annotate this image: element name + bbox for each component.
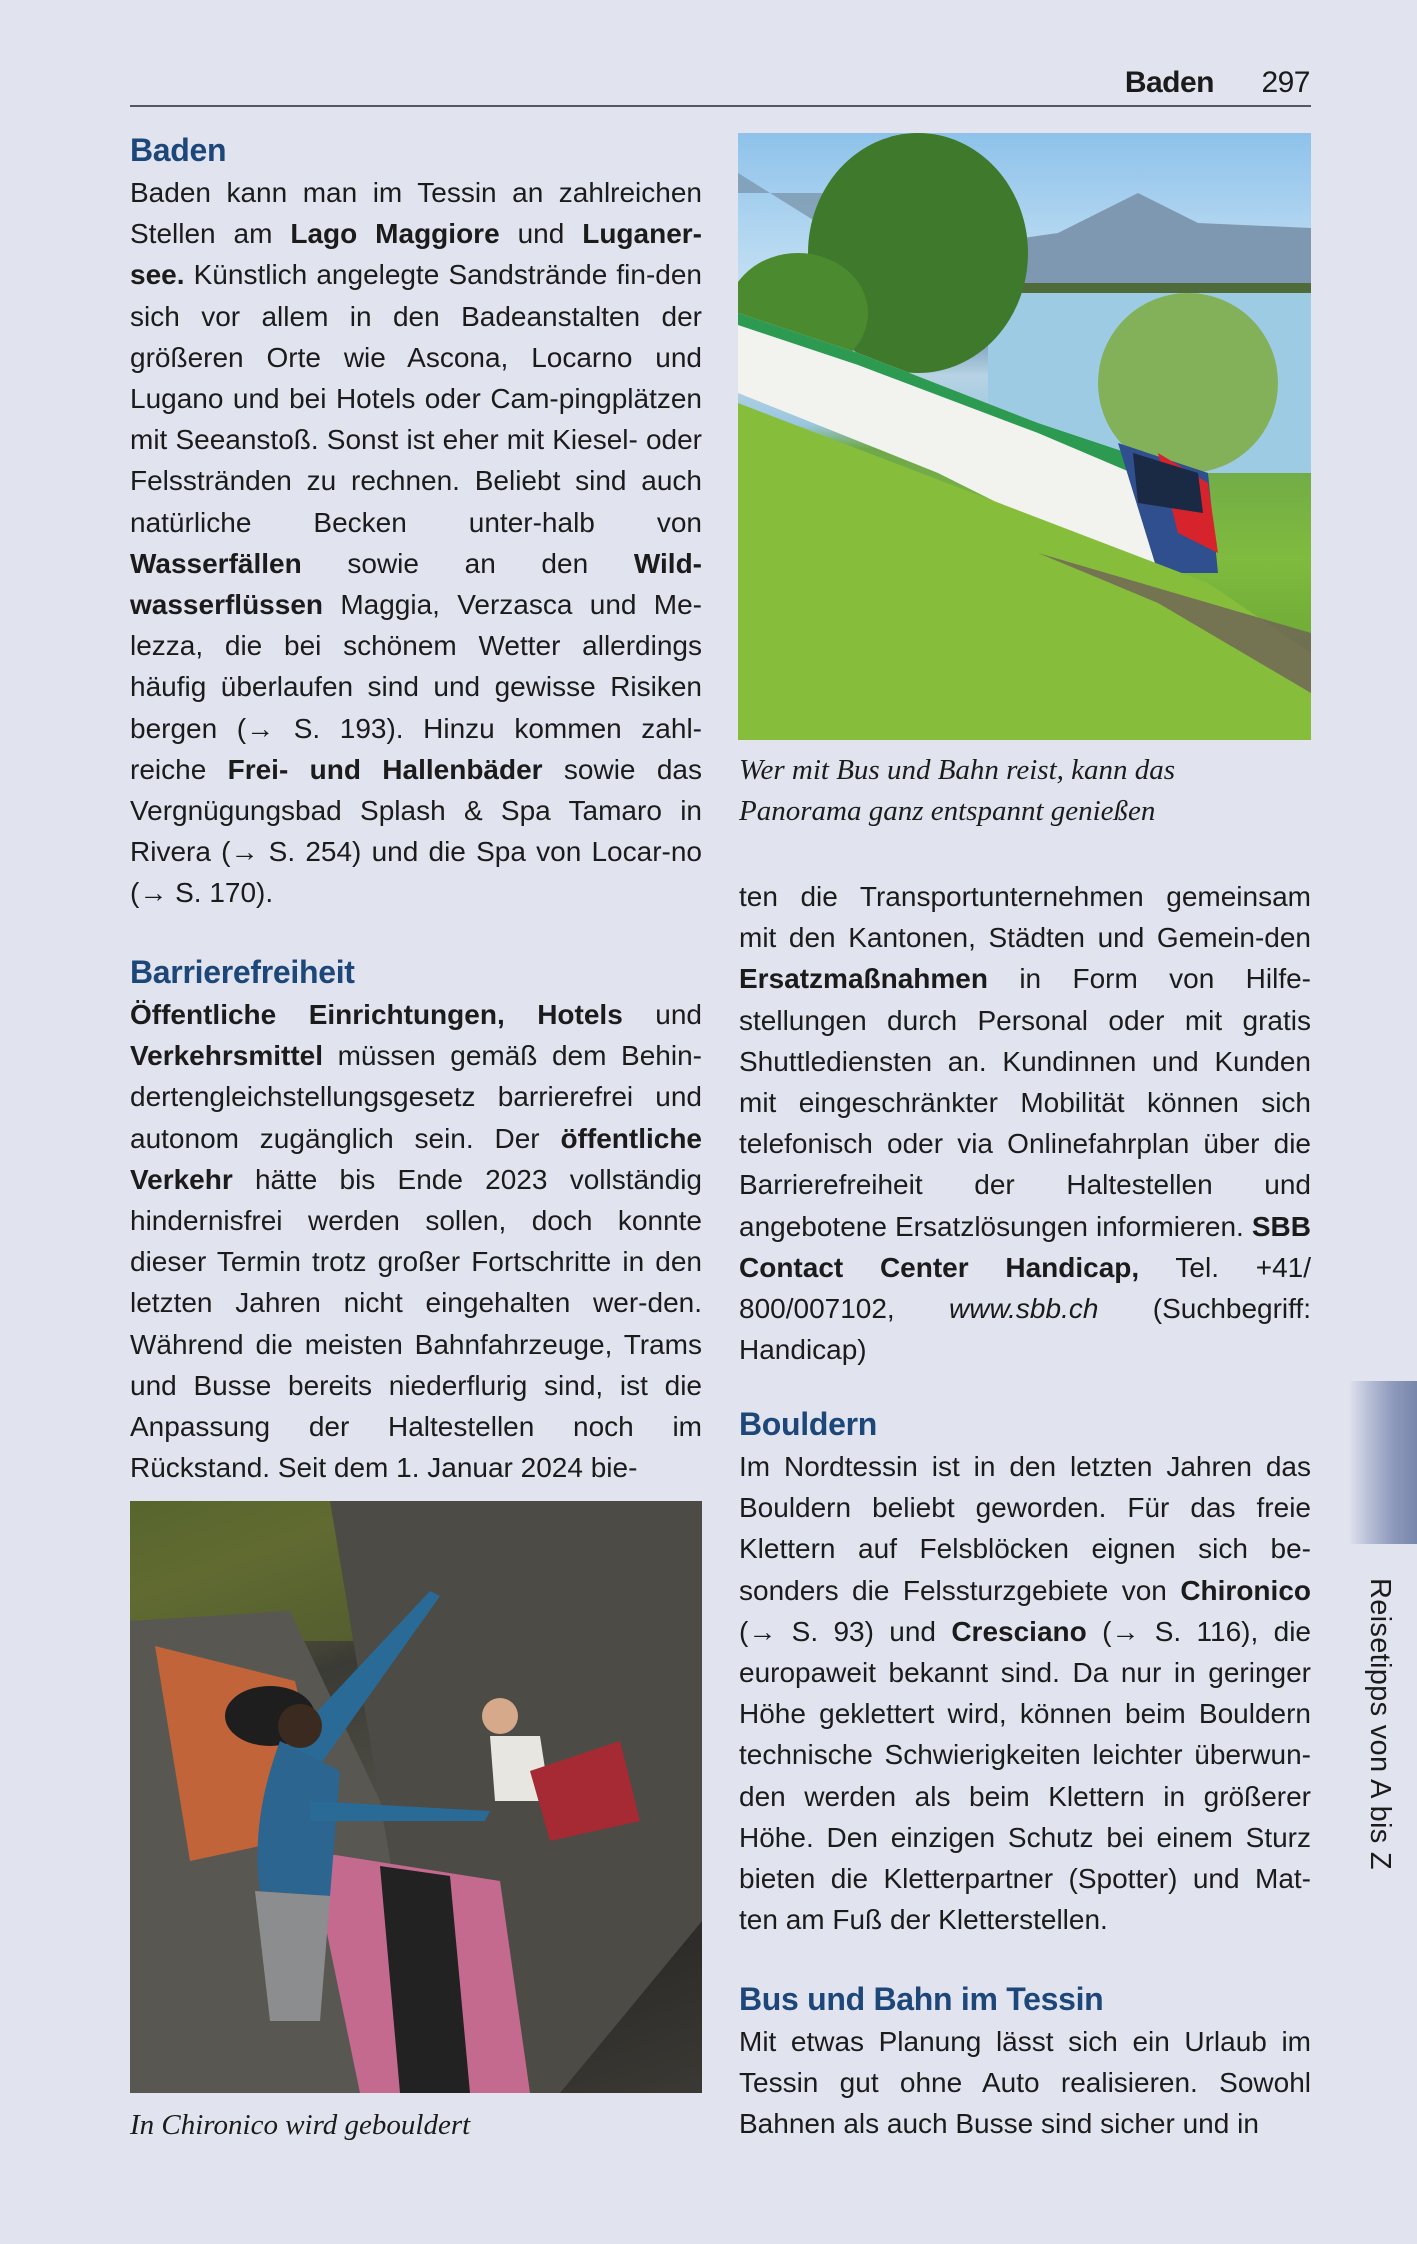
section-heading-barrierefreiheit: Barrierefreiheit [130,954,355,990]
section-body-bouldern: Im Nordtessin ist in den letzten Jahren das Bouldern beliebt geworden. Für das freie Klettern auf Felsblöcken eignen sich be-sonders die Felssturzgebiete von Chironico (→ S. 93) und Cresciano (→ S. 116), die europaweit bekannt sind. Da nur in geringer Höhe geklettert wird, können beim Bouldern technische Schwierigkeiten leichter überwun-den werden als beim Klettern in größerer Höhe. Den einzigen Schutz bei einem Sturz bieten die Kletterpartner (Spotter) und Mat-ten am Fuß der Kletterstellen. [739,1451,1311,1936]
bouldering-illustration [130,1501,702,2093]
section-body-barrierefreiheit: Öffentliche Einrichtungen, Hotels und Verkehrsmittel müssen gemäß dem Behin-dertengleichstellungsgesetz barrierefrei und autonom zugänglich sein. Der öffentliche Verkehr hätte bis Ende 2023 vollständig hindernisfrei werden sollen, doch konnte dieser Termin trotz großer Fortschritte in den letzten Jahren nicht eingehalten wer-den. Während die meisten Bahnfahrzeuge, Trams und Busse bereits niederflurig sind, ist die Anpassung der Haltestellen noch im Rückstand. Seit dem 1. Januar 2024 bie- [130,999,703,1484]
section-baden [130,128,702,914]
section-heading-bus-bahn: Bus und Bahn im Tessin [739,1981,1104,2017]
section-heading-baden: Baden [130,132,227,168]
caption-train-line2: Panorama ganz entspannt genießen [739,795,1156,827]
section-body-barrierefreiheit-continued: ten die Transportunternehmen gemeinsam mit den Kantonen, Städten und Gemein-den Ersatzmaßnahmen in Form von Hilfe-stellungen durch Personal oder mit gratis Shuttlediensten an. Kundinnen und Kunden mit eingeschränkter Mobilität können sich telefonisch oder via Onlinefahrplan über die Barrierefreiheit der Haltestellen und angebotene Ersatzlösungen informieren. SBB Contact Center Handicap, Tel. +41/ 800/007102, www.sbb.ch (Suchbegriff: Handicap) [739,881,1311,1366]
caption-train-line1: Wer mit Bus und Bahn reist, kann das [739,754,1176,786]
train-illustration [738,133,1311,740]
section-body-baden: Baden kann man im Tessin an zahlreichen Stellen am Lago Maggiore und Luganer-see. Künstlich angelegte Sandstrände fin-den sich vor allem in den Badeanstalten der größeren Orte wie Ascona, Locarno und Lugano und bei Hotels oder Cam-pingplätzen mit Seeanstoß. Sonst ist eher mit Kiesel- oder Felsstränden zu rechnen. Beliebt sind auch natürliche Becken unter-halb von Wasserfällen sowie an den Wild-wasserflüssen Maggia, Verzasca und Me-lezza, die bei schönem Wetter allerdings häufig überlaufen sind und gewisse Risiken bergen (→ S. 193). Hinzu kommen zahl-reiche Frei- und Hallenbäder sowie das Vergnügungsbad Splash & Spa Tamaro in Rivera (→ S. 254) und die Spa von Locar-no (→ S. 170). [130,177,702,909]
running-head-title: Baden [1124,66,1214,99]
caption-bouldering-wrap [130,2105,702,2146]
photo-train [738,133,1311,740]
section-heading-bouldern: Bouldern [739,1406,878,1442]
caption-train-wrap [739,750,1311,832]
caption-bouldering: In Chironico wird gebouldert [130,2109,471,2141]
running-head [130,62,1310,102]
chapter-side-label: Reisetipps von A bis Z [1364,1578,1396,1870]
chapter-thumb-tab [1350,1381,1417,1544]
section-barrierefreiheit-continued [739,876,1311,1370]
header-rule [130,105,1311,107]
section-barrierefreiheit [130,950,702,1488]
section-bus-bahn [739,1977,1311,2145]
section-bouldern [739,1402,1311,1940]
section-body-bus-bahn: Mit etwas Planung lässt sich ein Urlaub im Tessin gut ohne Auto realisieren. Sowohl Bahnen als auch Busse sind sicher und in [739,2026,1311,2140]
page-number: 297 [1261,66,1310,99]
photo-bouldering [130,1501,702,2093]
